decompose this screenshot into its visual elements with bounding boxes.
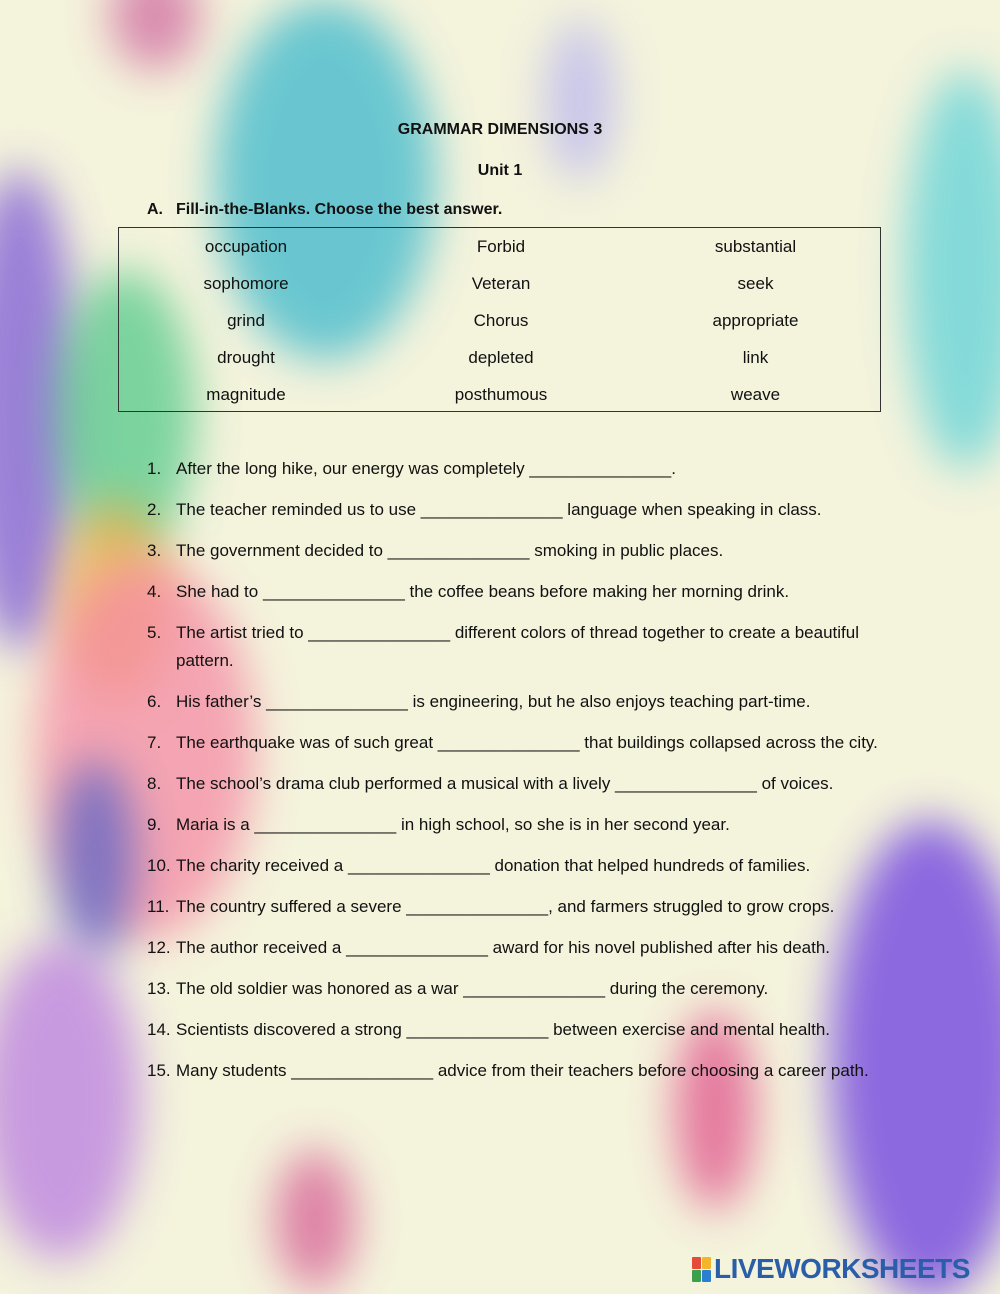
section-letter: A. xyxy=(147,201,163,218)
word-bank-item: posthumous xyxy=(454,385,548,404)
question-item xyxy=(147,496,887,524)
question-number: 4. xyxy=(147,582,162,601)
question-text[interactable]: After the long hike, our energy was completely _______________. xyxy=(176,459,676,478)
question-text[interactable]: The earthquake was of such great _______________ that buildings collapsed across the city. xyxy=(176,733,878,752)
question-text[interactable]: The author received a _______________ award for his novel published after his death. xyxy=(176,938,831,957)
question-number: 3. xyxy=(147,541,162,560)
word-bank-item: grind xyxy=(227,311,265,330)
section-a-heading xyxy=(147,201,502,219)
logo-grid-icon xyxy=(692,1257,711,1282)
section-instruction: Fill-in-the-Blanks. Choose the best answer. xyxy=(176,201,503,218)
question-item xyxy=(147,1016,887,1044)
question-number: 1. xyxy=(147,459,162,478)
word-bank-item: drought xyxy=(217,348,275,367)
question-item xyxy=(147,934,887,962)
question-number: 15. xyxy=(147,1061,171,1080)
question-text[interactable]: Scientists discovered a strong _______________ between exercise and mental health. xyxy=(176,1020,830,1039)
question-text[interactable]: The government decided to _______________ smoking in public places. xyxy=(176,541,724,560)
question-number: 6. xyxy=(147,692,162,711)
word-bank-item: appropriate xyxy=(712,311,799,330)
question-text[interactable]: She had to _______________ the coffee beans before making her morning drink. xyxy=(176,582,790,601)
question-item xyxy=(147,578,887,606)
question-number: 5. xyxy=(147,623,162,642)
word-bank-item: Chorus xyxy=(473,311,529,330)
question-number: 10. xyxy=(147,856,171,875)
question-text[interactable]: Many students _______________ advice from their teachers before choosing a career path. xyxy=(176,1061,869,1080)
question-text[interactable]: Maria is a _______________ in high school, so she is in her second year. xyxy=(176,815,730,834)
question-item xyxy=(147,893,887,921)
question-item xyxy=(147,619,887,675)
word-bank xyxy=(118,227,881,412)
question-text[interactable]: The charity received a _______________ donation that helped hundreds of families. xyxy=(176,856,811,875)
word-bank-item: substantial xyxy=(714,237,797,256)
question-item xyxy=(147,1057,887,1085)
word-bank-item: weave xyxy=(730,385,781,404)
word-bank-item: depleted xyxy=(468,348,534,367)
question-number: 2. xyxy=(147,500,162,519)
word-bank-item: occupation xyxy=(204,237,288,256)
question-item xyxy=(147,811,887,839)
word-bank-item: seek xyxy=(737,274,774,293)
question-item xyxy=(147,729,887,757)
question-text[interactable]: The teacher reminded us to use _______________ language when speaking in class. xyxy=(176,500,822,519)
question-item xyxy=(147,975,887,1003)
question-item xyxy=(147,537,887,565)
question-number: 13. xyxy=(147,979,171,998)
question-item xyxy=(147,455,887,483)
question-text[interactable]: The artist tried to _______________ different colors of thread together to create a beautiful pattern. xyxy=(176,623,859,670)
question-number: 8. xyxy=(147,774,162,793)
question-item xyxy=(147,770,887,798)
question-text[interactable]: The school’s drama club performed a musical with a lively _______________ of voices. xyxy=(176,774,834,793)
word-bank-item: Veteran xyxy=(471,274,531,293)
word-bank-item: link xyxy=(742,348,769,367)
question-text[interactable]: His father’s _______________ is engineering, but he also enjoys teaching part-time. xyxy=(176,692,811,711)
question-item xyxy=(147,852,887,880)
word-bank-item: Forbid xyxy=(476,237,526,256)
question-list xyxy=(147,455,887,1098)
unit-title: Unit 1 xyxy=(477,162,523,179)
question-number: 12. xyxy=(147,938,171,957)
question-text[interactable]: The country suffered a severe _______________, and farmers struggled to grow crops. xyxy=(176,897,835,916)
question-item xyxy=(147,688,887,716)
question-number: 14. xyxy=(147,1020,171,1039)
liveworksheets-logo xyxy=(692,1254,970,1284)
word-bank-item: magnitude xyxy=(206,385,286,404)
question-number: 11. xyxy=(147,897,170,916)
question-number: 9. xyxy=(147,815,162,834)
question-text[interactable]: The old soldier was honored as a war _______________ during the ceremony. xyxy=(176,979,769,998)
logo-text: LIVEWORKSHEETS xyxy=(714,1253,970,1284)
word-bank-item: sophomore xyxy=(203,274,289,293)
worksheet-title: GRAMMAR DIMENSIONS 3 xyxy=(397,121,603,138)
question-number: 7. xyxy=(147,733,162,752)
